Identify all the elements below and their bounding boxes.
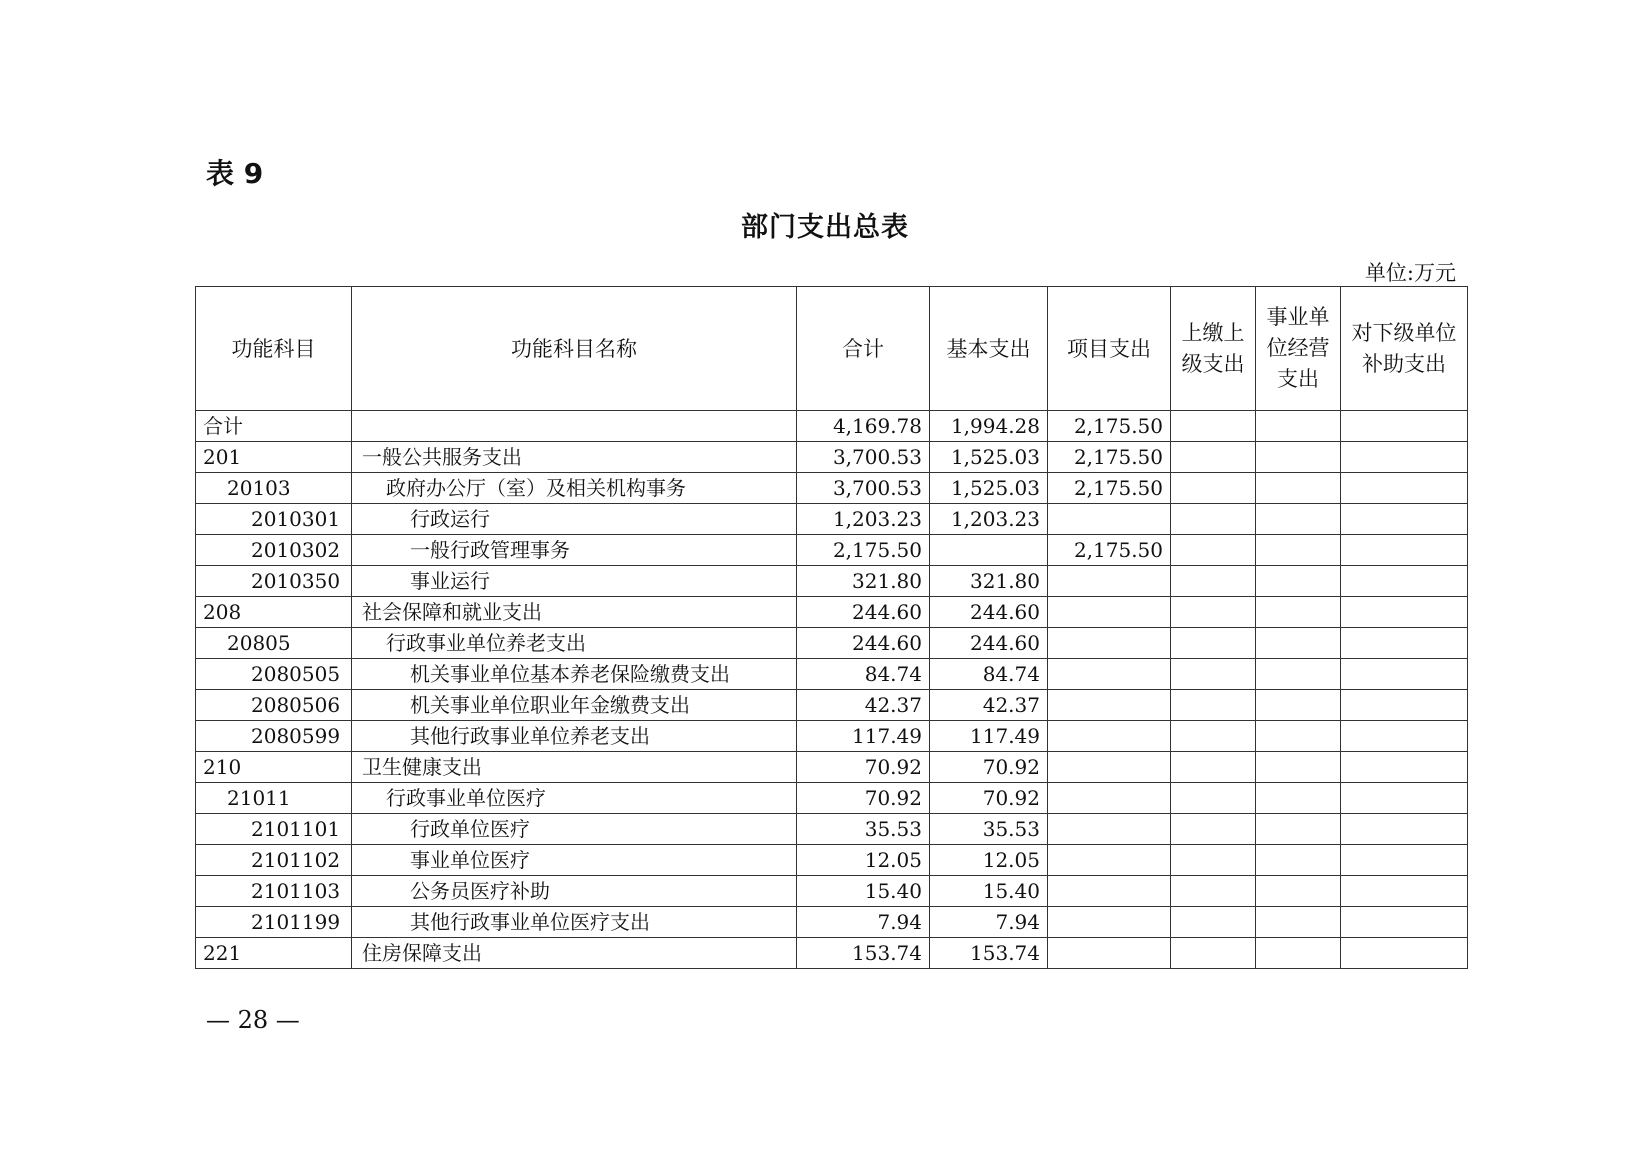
row-basic: 35.53	[930, 814, 1048, 845]
row-code: 2080505	[196, 659, 352, 690]
row-business	[1256, 876, 1341, 907]
row-subsidy	[1341, 442, 1468, 473]
row-subsidy	[1341, 938, 1468, 969]
row-upper	[1171, 690, 1256, 721]
row-code: 合计	[196, 411, 352, 442]
table-row	[196, 814, 1468, 845]
table-row	[196, 535, 1468, 566]
row-project	[1048, 504, 1171, 535]
table-row	[196, 907, 1468, 938]
row-basic: 321.80	[930, 566, 1048, 597]
header-subsidy: 对下级单位补助支出	[1341, 287, 1468, 411]
row-upper	[1171, 907, 1256, 938]
row-code: 2101101	[196, 814, 352, 845]
row-basic: 84.74	[930, 659, 1048, 690]
table-row	[196, 721, 1468, 752]
table-row	[196, 783, 1468, 814]
table-row	[196, 628, 1468, 659]
row-upper	[1171, 566, 1256, 597]
header-basic: 基本支出	[930, 287, 1048, 411]
row-upper	[1171, 783, 1256, 814]
row-name: 社会保障和就业支出	[352, 597, 797, 628]
row-business	[1256, 628, 1341, 659]
row-project	[1048, 783, 1171, 814]
row-name: 行政运行	[352, 504, 797, 535]
row-subsidy	[1341, 628, 1468, 659]
row-upper	[1171, 597, 1256, 628]
row-total: 153.74	[797, 938, 930, 969]
row-code: 20805	[196, 628, 352, 659]
row-basic: 1,994.28	[930, 411, 1048, 442]
row-project	[1048, 845, 1171, 876]
row-business	[1256, 659, 1341, 690]
row-project: 2,175.50	[1048, 473, 1171, 504]
table-row	[196, 845, 1468, 876]
row-upper	[1171, 535, 1256, 566]
row-project: 2,175.50	[1048, 535, 1171, 566]
row-subsidy	[1341, 907, 1468, 938]
row-name: 机关事业单位基本养老保险缴费支出	[352, 659, 797, 690]
row-total: 70.92	[797, 752, 930, 783]
row-name: 其他行政事业单位医疗支出	[352, 907, 797, 938]
table-row	[196, 566, 1468, 597]
row-upper	[1171, 845, 1256, 876]
row-code: 2010302	[196, 535, 352, 566]
expenditure-table	[195, 286, 1468, 969]
table-row	[196, 876, 1468, 907]
row-project	[1048, 752, 1171, 783]
row-name: 其他行政事业单位养老支出	[352, 721, 797, 752]
header-name: 功能科目名称	[352, 287, 797, 411]
table-label: 表 9	[206, 157, 264, 190]
row-business	[1256, 504, 1341, 535]
row-subsidy	[1341, 473, 1468, 504]
row-total: 3,700.53	[797, 442, 930, 473]
table-row	[196, 411, 1468, 442]
row-business	[1256, 535, 1341, 566]
row-basic	[930, 535, 1048, 566]
row-business	[1256, 473, 1341, 504]
row-business	[1256, 442, 1341, 473]
row-total: 35.53	[797, 814, 930, 845]
row-name: 一般公共服务支出	[352, 442, 797, 473]
table-row	[196, 659, 1468, 690]
row-total: 15.40	[797, 876, 930, 907]
table-row	[196, 504, 1468, 535]
row-business	[1256, 752, 1341, 783]
row-code: 2010350	[196, 566, 352, 597]
table-row	[196, 597, 1468, 628]
row-name: 政府办公厅（室）及相关机构事务	[352, 473, 797, 504]
row-business	[1256, 783, 1341, 814]
row-code: 221	[196, 938, 352, 969]
row-subsidy	[1341, 504, 1468, 535]
row-basic: 1,203.23	[930, 504, 1048, 535]
header-project: 项目支出	[1048, 287, 1171, 411]
row-name: 卫生健康支出	[352, 752, 797, 783]
row-total: 244.60	[797, 597, 930, 628]
row-code: 2101103	[196, 876, 352, 907]
row-code: 2101102	[196, 845, 352, 876]
row-basic: 70.92	[930, 752, 1048, 783]
row-business	[1256, 814, 1341, 845]
row-project: 2,175.50	[1048, 411, 1171, 442]
row-upper	[1171, 411, 1256, 442]
row-project	[1048, 690, 1171, 721]
row-name: 公务员医疗补助	[352, 876, 797, 907]
row-project: 2,175.50	[1048, 442, 1171, 473]
row-total: 12.05	[797, 845, 930, 876]
row-name: 事业单位医疗	[352, 845, 797, 876]
row-subsidy	[1341, 752, 1468, 783]
row-name: 行政单位医疗	[352, 814, 797, 845]
row-subsidy	[1341, 721, 1468, 752]
table-row	[196, 442, 1468, 473]
row-subsidy	[1341, 783, 1468, 814]
row-basic: 244.60	[930, 597, 1048, 628]
row-name: 行政事业单位养老支出	[352, 628, 797, 659]
row-total: 1,203.23	[797, 504, 930, 535]
row-upper	[1171, 721, 1256, 752]
unit-label: 单位:万元	[1364, 261, 1456, 285]
row-business	[1256, 597, 1341, 628]
row-business	[1256, 845, 1341, 876]
row-total: 70.92	[797, 783, 930, 814]
row-subsidy	[1341, 659, 1468, 690]
row-business	[1256, 411, 1341, 442]
row-project	[1048, 628, 1171, 659]
row-upper	[1171, 876, 1256, 907]
row-name: 事业运行	[352, 566, 797, 597]
row-code: 208	[196, 597, 352, 628]
row-total: 84.74	[797, 659, 930, 690]
row-upper	[1171, 814, 1256, 845]
row-code: 2080506	[196, 690, 352, 721]
row-upper	[1171, 442, 1256, 473]
row-business	[1256, 690, 1341, 721]
row-total: 3,700.53	[797, 473, 930, 504]
table-row	[196, 690, 1468, 721]
row-basic: 244.60	[930, 628, 1048, 659]
row-subsidy	[1341, 535, 1468, 566]
header-code: 功能科目	[196, 287, 352, 411]
row-project	[1048, 659, 1171, 690]
row-name: 住房保障支出	[352, 938, 797, 969]
row-basic: 12.05	[930, 845, 1048, 876]
row-code: 2010301	[196, 504, 352, 535]
row-name: 行政事业单位医疗	[352, 783, 797, 814]
row-subsidy	[1341, 845, 1468, 876]
row-project	[1048, 907, 1171, 938]
table-row	[196, 473, 1468, 504]
row-total: 321.80	[797, 566, 930, 597]
row-code: 21011	[196, 783, 352, 814]
row-total: 7.94	[797, 907, 930, 938]
row-subsidy	[1341, 566, 1468, 597]
row-code: 2101199	[196, 907, 352, 938]
row-project	[1048, 876, 1171, 907]
row-subsidy	[1341, 814, 1468, 845]
row-basic: 7.94	[930, 907, 1048, 938]
row-name: 一般行政管理事务	[352, 535, 797, 566]
row-basic: 70.92	[930, 783, 1048, 814]
header-upper: 上缴上级支出	[1171, 287, 1256, 411]
row-code: 2080599	[196, 721, 352, 752]
row-code: 210	[196, 752, 352, 783]
row-project	[1048, 814, 1171, 845]
row-total: 117.49	[797, 721, 930, 752]
header-business: 事业单位经营支出	[1256, 287, 1341, 411]
row-basic: 15.40	[930, 876, 1048, 907]
row-code: 20103	[196, 473, 352, 504]
table-row	[196, 938, 1468, 969]
row-basic: 117.49	[930, 721, 1048, 752]
row-name	[352, 411, 797, 442]
row-upper	[1171, 628, 1256, 659]
row-upper	[1171, 752, 1256, 783]
row-total: 2,175.50	[797, 535, 930, 566]
table-header-row	[196, 287, 1468, 411]
row-basic: 1,525.03	[930, 473, 1048, 504]
row-business	[1256, 938, 1341, 969]
page-number: — 28 —	[206, 1006, 300, 1034]
row-project	[1048, 566, 1171, 597]
row-project	[1048, 597, 1171, 628]
page-title: 部门支出总表	[741, 212, 909, 243]
row-subsidy	[1341, 690, 1468, 721]
row-code: 201	[196, 442, 352, 473]
row-business	[1256, 721, 1341, 752]
row-project	[1048, 721, 1171, 752]
row-total: 4,169.78	[797, 411, 930, 442]
row-subsidy	[1341, 411, 1468, 442]
row-basic: 42.37	[930, 690, 1048, 721]
row-name: 机关事业单位职业年金缴费支出	[352, 690, 797, 721]
row-total: 42.37	[797, 690, 930, 721]
row-upper	[1171, 473, 1256, 504]
table-row	[196, 752, 1468, 783]
row-upper	[1171, 504, 1256, 535]
row-upper	[1171, 938, 1256, 969]
row-basic: 1,525.03	[930, 442, 1048, 473]
row-project	[1048, 938, 1171, 969]
row-business	[1256, 566, 1341, 597]
row-total: 244.60	[797, 628, 930, 659]
row-upper	[1171, 659, 1256, 690]
row-subsidy	[1341, 876, 1468, 907]
header-total: 合计	[797, 287, 930, 411]
row-basic: 153.74	[930, 938, 1048, 969]
row-business	[1256, 907, 1341, 938]
row-subsidy	[1341, 597, 1468, 628]
